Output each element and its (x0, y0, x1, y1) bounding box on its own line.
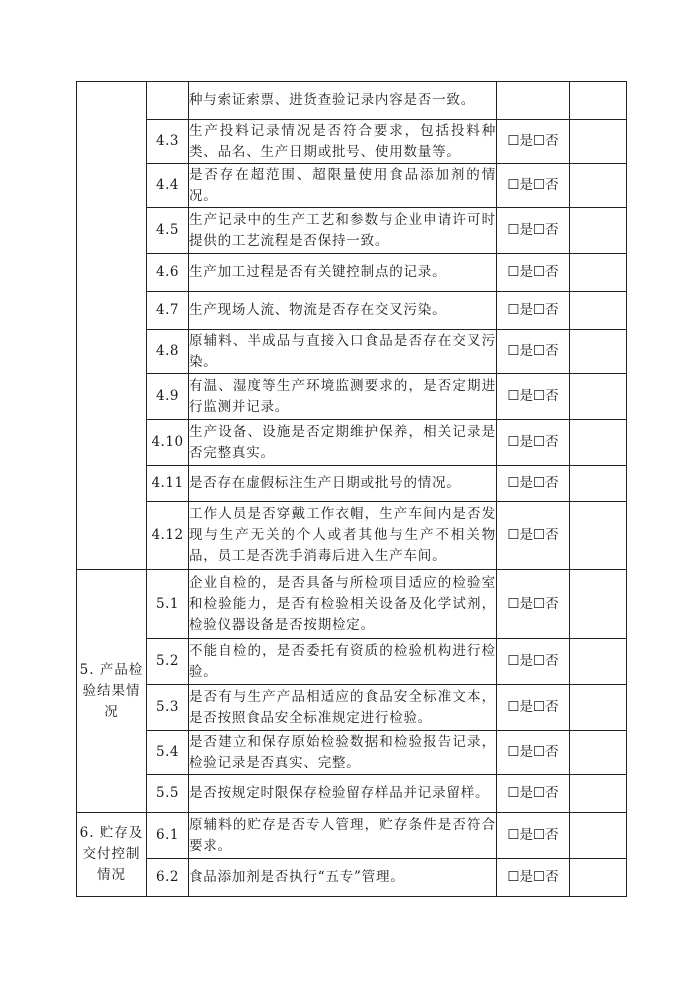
remarks-cell (570, 775, 627, 813)
result-checkbox[interactable]: ☐是☐否 (497, 570, 570, 639)
item-number: 4.12 (147, 502, 189, 570)
item-number: 5.3 (147, 685, 189, 731)
item-number: 6.2 (147, 859, 189, 897)
remarks-cell (570, 254, 627, 292)
item-text: 工作人员是否穿戴工作衣帽，生产车间内是否发现与生产无关的个人或者其他与生产不相关物品，员工是否洗手消毒后进入生产车间。 (189, 502, 497, 570)
item-text: 生产记录中的生产工艺和参数与企业申请许可时提供的工艺流程是否保持一致。 (189, 208, 497, 254)
result-checkbox[interactable]: ☐是☐否 (497, 639, 570, 685)
item-number: 4.10 (147, 420, 189, 466)
table-row (77, 570, 627, 639)
item-number: 4.3 (147, 120, 189, 164)
remarks-cell (570, 292, 627, 330)
inspection-table (76, 81, 627, 897)
remarks-cell (570, 570, 627, 639)
item-text: 是否存在虚假标注生产日期或批号的情况。 (189, 466, 497, 502)
result-checkbox[interactable]: ☐是☐否 (497, 292, 570, 330)
category-cell (77, 82, 147, 570)
item-text: 种与索证索票、进货查验记录内容是否一致。 (189, 82, 497, 120)
table-row (77, 859, 627, 897)
result-checkbox[interactable]: ☐是☐否 (497, 374, 570, 420)
table-row (77, 164, 627, 208)
item-number: 4.8 (147, 330, 189, 374)
item-text: 是否存在超范围、超限量使用食品添加剂的情况。 (189, 164, 497, 208)
table-row (77, 639, 627, 685)
item-text: 食品添加剂是否执行“五专”管理。 (189, 859, 497, 897)
item-text: 企业自检的，是否具备与所检项目适应的检验室和检验能力，是否有检验相关设备及化学试剂，检验仪器设备是否按期检定。 (189, 570, 497, 639)
item-number: 4.4 (147, 164, 189, 208)
table-row (77, 208, 627, 254)
remarks-cell (570, 685, 627, 731)
result-checkbox[interactable]: ☐是☐否 (497, 420, 570, 466)
remarks-cell (570, 813, 627, 859)
table-row (77, 502, 627, 570)
category-cell: 5. 产品检验结果情况 (77, 570, 147, 813)
result-checkbox[interactable]: ☐是☐否 (497, 254, 570, 292)
item-text: 生产设备、设施是否定期维护保养，相关记录是否完整真实。 (189, 420, 497, 466)
item-number (147, 82, 189, 120)
item-number: 5.1 (147, 570, 189, 639)
remarks-cell (570, 208, 627, 254)
remarks-cell (570, 466, 627, 502)
item-text: 原辅料的贮存是否专人管理，贮存条件是否符合要求。 (189, 813, 497, 859)
item-text: 是否建立和保存原始检验数据和检验报告记录，检验记录是否真实、完整。 (189, 731, 497, 775)
table-row (77, 292, 627, 330)
table-row (77, 775, 627, 813)
item-text: 是否按规定时限保存检验留存样品并记录留样。 (189, 775, 497, 813)
result-checkbox[interactable] (497, 82, 570, 120)
table-row (77, 466, 627, 502)
result-checkbox[interactable]: ☐是☐否 (497, 164, 570, 208)
table-row (77, 330, 627, 374)
result-checkbox[interactable]: ☐是☐否 (497, 502, 570, 570)
item-number: 6.1 (147, 813, 189, 859)
result-checkbox[interactable]: ☐是☐否 (497, 208, 570, 254)
item-number: 5.5 (147, 775, 189, 813)
item-number: 5.2 (147, 639, 189, 685)
table-row (77, 685, 627, 731)
item-number: 4.5 (147, 208, 189, 254)
remarks-cell (570, 420, 627, 466)
remarks-cell (570, 374, 627, 420)
item-text: 生产现场人流、物流是否存在交叉污染。 (189, 292, 497, 330)
table-row (77, 731, 627, 775)
table-row (77, 254, 627, 292)
item-number: 4.11 (147, 466, 189, 502)
table-row (77, 813, 627, 859)
remarks-cell (570, 859, 627, 897)
result-checkbox[interactable]: ☐是☐否 (497, 731, 570, 775)
item-text: 生产加工过程是否有关键控制点的记录。 (189, 254, 497, 292)
result-checkbox[interactable]: ☐是☐否 (497, 859, 570, 897)
category-cell: 6. 贮存及交付控制情况 (77, 813, 147, 897)
remarks-cell (570, 164, 627, 208)
item-text: 是否有与生产产品相适应的食品安全标准文本，是否按照食品安全标准规定进行检验。 (189, 685, 497, 731)
remarks-cell (570, 639, 627, 685)
item-number: 4.6 (147, 254, 189, 292)
item-text: 生产投料记录情况是否符合要求，包括投料种类、品名、生产日期或批号、使用数量等。 (189, 120, 497, 164)
remarks-cell (570, 330, 627, 374)
result-checkbox[interactable]: ☐是☐否 (497, 330, 570, 374)
item-number: 4.9 (147, 374, 189, 420)
result-checkbox[interactable]: ☐是☐否 (497, 775, 570, 813)
item-number: 5.4 (147, 731, 189, 775)
table-row (77, 374, 627, 420)
result-checkbox[interactable]: ☐是☐否 (497, 685, 570, 731)
table-row (77, 120, 627, 164)
remarks-cell (570, 82, 627, 120)
remarks-cell (570, 731, 627, 775)
result-checkbox[interactable]: ☐是☐否 (497, 120, 570, 164)
item-text: 有温、湿度等生产环境监测要求的，是否定期进行监测并记录。 (189, 374, 497, 420)
item-number: 4.7 (147, 292, 189, 330)
remarks-cell (570, 120, 627, 164)
remarks-cell (570, 502, 627, 570)
result-checkbox[interactable]: ☐是☐否 (497, 466, 570, 502)
table-row (77, 420, 627, 466)
item-text: 原辅料、半成品与直接入口食品是否存在交叉污染。 (189, 330, 497, 374)
table-row (77, 82, 627, 120)
item-text: 不能自检的，是否委托有资质的检验机构进行检验。 (189, 639, 497, 685)
result-checkbox[interactable]: ☐是☐否 (497, 813, 570, 859)
